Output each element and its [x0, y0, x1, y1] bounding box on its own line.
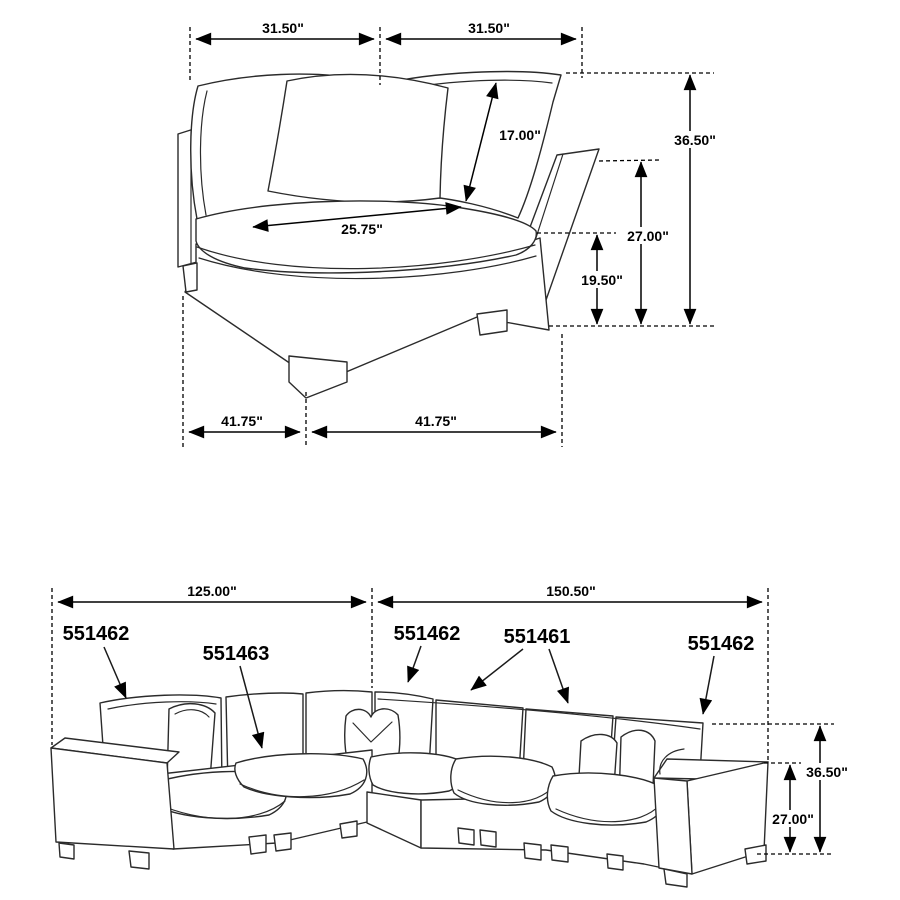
- dim-base-depth-left: 41.75": [221, 413, 263, 429]
- leader-arrow-5: [703, 656, 714, 714]
- left-arm-foot-2: [129, 851, 149, 869]
- right-arm-foot-2: [745, 845, 766, 864]
- sec-foot: [524, 843, 541, 860]
- leader-arrow-1: [104, 647, 126, 698]
- left-arm-foot-1: [59, 843, 74, 859]
- dim-seat-height: 19.50": [581, 272, 623, 288]
- sec-foot: [458, 828, 474, 845]
- throw-pillow: [268, 74, 448, 202]
- dim-top-width-left: 31.50": [262, 20, 304, 36]
- sec-foot: [607, 854, 623, 870]
- part-label-2: 551463: [202, 643, 270, 665]
- dim-back-cushion: 17.00": [499, 127, 541, 143]
- dim-left-width: 125.00": [187, 583, 237, 599]
- part-label-1: 551462: [62, 623, 130, 645]
- chair-foot-front: [289, 356, 347, 398]
- dim-arm-height: 27.00": [772, 811, 814, 827]
- dim-overall-height: 36.50": [806, 764, 848, 780]
- leader-arrow-3: [408, 646, 421, 682]
- sec-foot: [480, 830, 496, 847]
- sec-seat-corner: [369, 753, 464, 794]
- dim-right-width: 150.50": [546, 583, 596, 599]
- chair-foot-left: [183, 263, 197, 292]
- sec-seat-3: [451, 756, 556, 805]
- sec-seat-2: [235, 754, 367, 798]
- dim-back-height: 27.00": [627, 228, 669, 244]
- sec-foot: [340, 821, 357, 838]
- corner-chair-drawing: [178, 72, 599, 398]
- sec-foot: [249, 835, 266, 854]
- sec-base-corner: [367, 792, 421, 848]
- dim-top-width-right: 31.50": [468, 20, 510, 36]
- chair-foot-right: [477, 310, 507, 335]
- leader-arrow-4b: [549, 649, 568, 703]
- sec-foot: [274, 833, 291, 851]
- sectional-drawing: [51, 691, 768, 887]
- left-arm-front: [51, 748, 174, 849]
- part-label-4: 551461: [503, 626, 571, 648]
- sec-seat-4: [547, 773, 664, 825]
- right-arm-front: [654, 778, 692, 874]
- part-label-3: 551462: [393, 623, 461, 645]
- dim-base-depth-right: 41.75": [415, 413, 457, 429]
- part-label-5: 551462: [687, 633, 755, 655]
- sec-foot: [551, 845, 568, 862]
- dim-seat-depth: 25.75": [341, 221, 383, 237]
- dim-overall-height: 36.50": [674, 132, 716, 148]
- leader-arrow-4a: [471, 649, 523, 690]
- ref-line-back: [599, 160, 659, 161]
